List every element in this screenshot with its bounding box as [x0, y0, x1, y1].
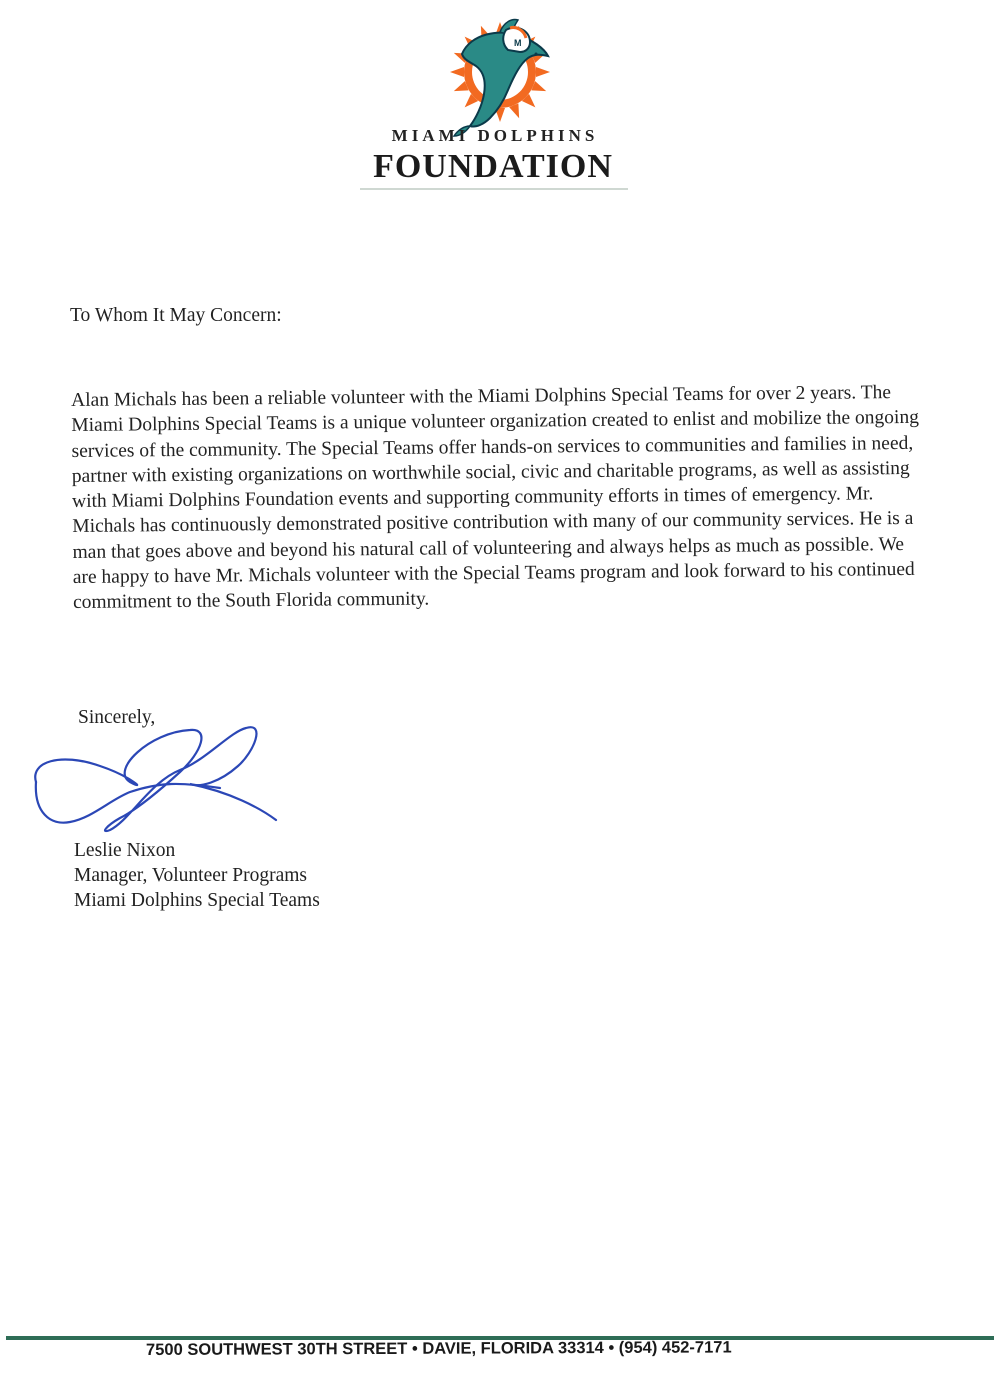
- footer-address: 7500 SOUTHWEST 30TH STREET • DAVIE, FLORIDA 33314 • (954) 452-7171: [146, 1338, 732, 1359]
- letter-closing: Sincerely,: [78, 707, 156, 728]
- signer-name: Leslie Nixon: [74, 840, 176, 861]
- letter-body: Alan Michals has been a reliable volunteer with the Miami Dolphins Special Teams for over 2 years. The Miami Dolphins Special Teams is a unique volunteer organization created to enlist and mobilize the ongoing services of the community. The Special Teams offer hands-on services to communities and families in need, partner with existing organizations on worthwhile social, civic and charitable programs, as well as assisting with Miami Dolphins Foundation events and supporting community efforts in times of emergency. Mr. Michals has continuously demonstrated positive contribution with many of our community services. He is a man that goes above and beyond his natural call of volunteering and always helps as much as possible. We are happy to have Mr. Michals volunteer with the Special Teams program and look forward to his continued commitment to the South Florida community.: [71, 382, 920, 614]
- signer-organization: Miami Dolphins Special Teams: [74, 890, 320, 911]
- letterhead-rule: [360, 188, 628, 190]
- letter-salutation: To Whom It May Concern:: [70, 305, 282, 326]
- signer-title: Manager, Volunteer Programs: [74, 865, 307, 886]
- handwritten-signature: [30, 722, 290, 842]
- dolphin-logo-icon: [440, 14, 560, 144]
- letterhead-foundation-title: FOUNDATION: [373, 148, 613, 185]
- signer-block: [74, 838, 320, 913]
- letterhead-org-name: MIAMI DOLPHINS: [391, 126, 599, 145]
- svg-text:M: M: [514, 38, 522, 48]
